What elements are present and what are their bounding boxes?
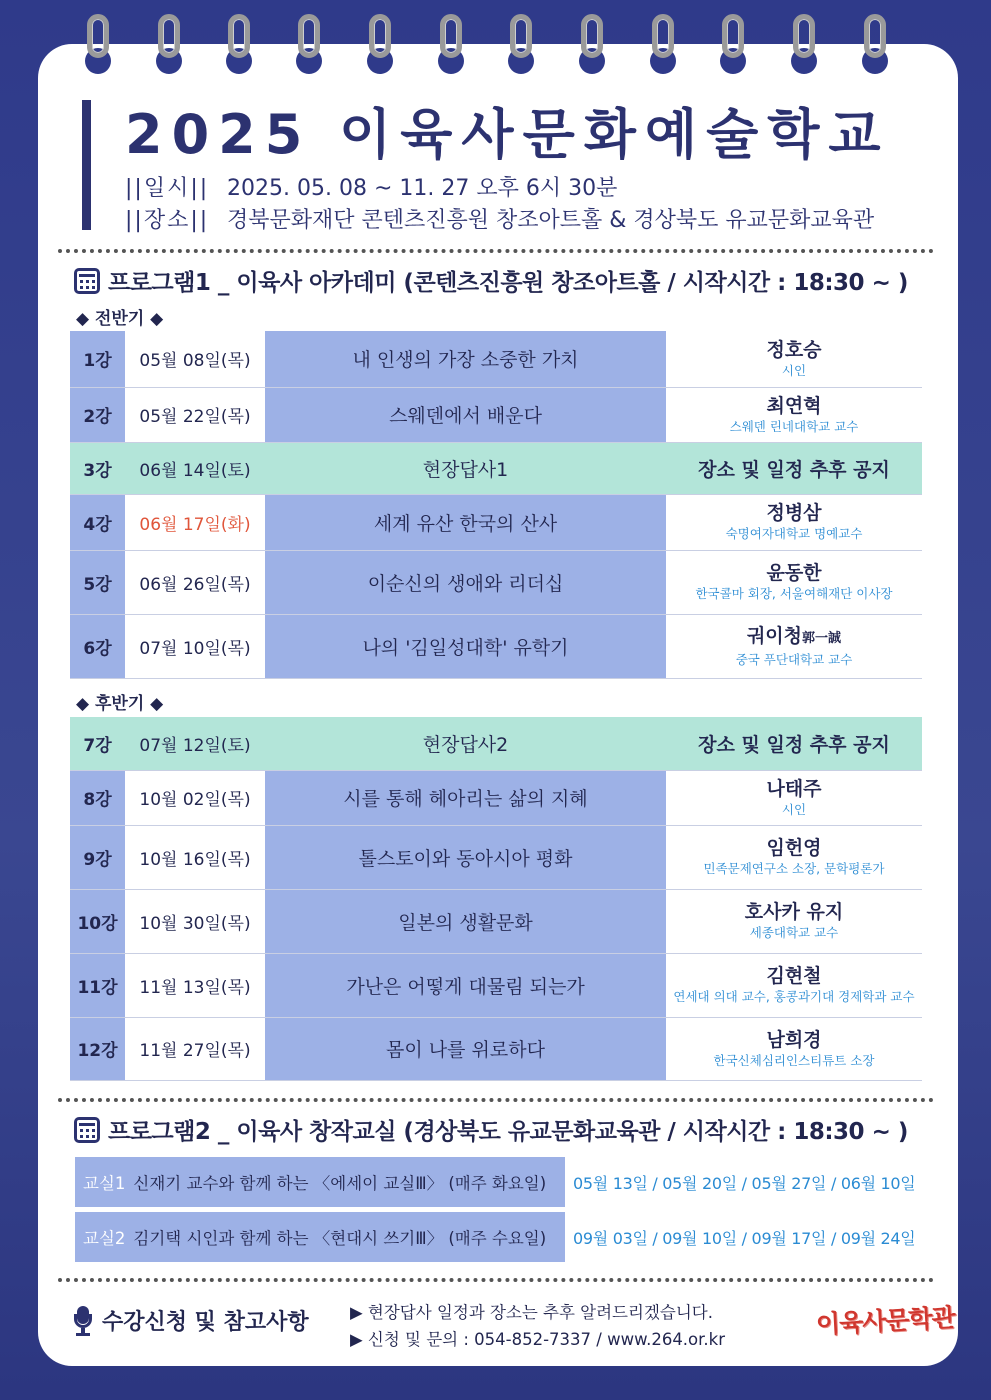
speaker-name: 정호승 (766, 338, 822, 361)
binder-ring (158, 14, 180, 72)
lecture-date: 06월 17일(화) (125, 494, 265, 550)
lecture-date: 07월 12일(토) (125, 717, 265, 770)
table-row (70, 1017, 922, 1080)
speaker-desc: 숙명여자대학교 명예교수 (725, 526, 863, 541)
lecture-topic: 내 인생의 가장 소중한 가치 (265, 331, 666, 387)
lecture-date: 10월 02일(목) (125, 770, 265, 825)
table-row (70, 614, 922, 678)
binder-ring (440, 14, 462, 72)
lecture-number: 10강 (70, 889, 125, 953)
program1-title: 프로그램1 _ 이육사 아카데미 (콘텐츠진흥원 창조아트홀 / 시작시간 : 18:30 ~ ) (108, 270, 908, 296)
binder-ring (510, 14, 532, 72)
class-desc: 김기택 시인과 함께 하는 〈현대시 쓰기Ⅲ〉 (매주 수요일) (133, 1229, 547, 1248)
dotted-divider (58, 1278, 934, 1282)
lecture-speaker (666, 889, 922, 953)
second-half-label: ◆ 후반기 ◆ (76, 694, 164, 714)
table-row (70, 953, 922, 1017)
dotted-divider (58, 1098, 934, 1102)
speaker-name: 호사카 유지 (744, 901, 844, 923)
table-row (70, 494, 922, 550)
binder-ring (87, 14, 109, 72)
footer-note: ▶ 현장답사 일정과 장소는 추후 알려드리겠습니다. (350, 1303, 713, 1322)
binder-ring (864, 14, 886, 72)
schedule-label: ||일시|| (125, 176, 210, 201)
speaker-desc: 스웨덴 린네대학교 교수 (729, 418, 859, 434)
speaker-desc: 시인 (781, 801, 807, 817)
table-row (70, 550, 922, 614)
speaker-name: 김현철 (766, 965, 822, 987)
speaker-desc: 연세대 의대 교수, 홍콩과기대 경제학과 교수 (673, 989, 915, 1004)
speaker-name: 임헌영 (766, 837, 822, 859)
class-tag: 교실1 (83, 1174, 126, 1193)
class-row (75, 1212, 920, 1262)
lecture-number: 9강 (70, 825, 125, 889)
first-half-schedule (70, 331, 922, 679)
lecture-topic: 현장답사1 (265, 442, 666, 494)
lecture-topic: 현장답사2 (265, 717, 666, 770)
lecture-date: 10월 16일(목) (125, 825, 265, 889)
calendar-icon (74, 1117, 100, 1143)
speaker-name: 나태주 (766, 777, 822, 800)
lecture-speaker (666, 331, 922, 387)
speaker-hanja: 郭一誠 (802, 630, 842, 646)
lecture-date: 11월 27일(목) (125, 1017, 265, 1080)
lecture-topic: 이순신의 생애와 리더십 (265, 550, 666, 614)
binder-ring (298, 14, 320, 72)
lecture-number: 5강 (70, 550, 125, 614)
speaker-desc: 시인 (781, 362, 807, 378)
lecture-number: 4강 (70, 494, 125, 550)
lecture-speaker (666, 825, 922, 889)
schedule-value: 2025. 05. 08 ~ 11. 27 오후 6시 30분 (227, 176, 618, 201)
lecture-speaker (666, 1017, 922, 1080)
lecture-number: 3강 (70, 442, 125, 494)
lecture-topic: 가난은 어떻게 대물림 되는가 (265, 953, 666, 1017)
lecture-number: 6강 (70, 614, 125, 678)
table-row (70, 889, 922, 953)
table-row (70, 770, 922, 825)
table-row (70, 331, 922, 387)
class-dates: 05월 13일 / 05월 20일 / 05월 27일 / 06월 10일 (573, 1173, 916, 1193)
lecture-number: 1강 (70, 331, 125, 387)
lecture-date: 06월 14일(토) (125, 442, 265, 494)
lecture-number: 11강 (70, 953, 125, 1017)
class-info (75, 1157, 565, 1207)
program2-heading (74, 1113, 908, 1146)
lecture-number: 2강 (70, 387, 125, 442)
lecture-date: 10월 30일(목) (125, 889, 265, 953)
table-row (70, 717, 922, 770)
program1-heading (74, 264, 908, 297)
speaker-name: 윤동한 (766, 562, 822, 584)
microphone-icon (74, 1306, 92, 1336)
binder-ring (722, 14, 744, 72)
second-half-schedule (70, 717, 922, 1081)
museum-stamp-logo: 이육사문학관 (815, 1302, 956, 1340)
lecture-speaker (666, 550, 922, 614)
class-row (75, 1157, 920, 1207)
lecture-date: 07월 10일(목) (125, 614, 265, 678)
lecture-speaker (666, 614, 922, 678)
lecture-topic: 톨스토이와 동아시아 평화 (265, 825, 666, 889)
binder-ring (369, 14, 391, 72)
class-dates: 09월 03일 / 09월 10일 / 09월 17일 / 09월 24일 (573, 1228, 916, 1248)
lecture-topic: 세계 유산 한국의 산사 (265, 494, 666, 550)
table-row (70, 825, 922, 889)
footer-contact: ▶ 신청 및 문의 : 054-852-7337 / www.264.or.kr (350, 1330, 726, 1349)
lecture-topic: 시를 통해 헤아리는 삶의 지혜 (265, 770, 666, 825)
speaker-name: 정병삼 (766, 502, 822, 524)
lecture-topic: 몸이 나를 위로하다 (265, 1017, 666, 1080)
lecture-topic: 나의 '김일성대학' 유학기 (265, 614, 666, 678)
lecture-date: 06월 26일(목) (125, 550, 265, 614)
binder-ring (652, 14, 674, 72)
binder-ring (581, 14, 603, 72)
speaker-desc: 중국 푸단대학교 교수 (735, 651, 853, 667)
title-accent-bar (82, 100, 91, 230)
first-half-label: ◆ 전반기 ◆ (76, 309, 164, 329)
table-row (70, 442, 922, 494)
lecture-date: 05월 08일(목) (125, 331, 265, 387)
lecture-speaker (666, 770, 922, 825)
venue-value: 경북문화재단 콘텐츠진흥원 창조아트홀 & 경상북도 유교문화교육관 (227, 208, 875, 233)
venue-label: ||장소|| (125, 208, 210, 233)
schedule-note: 장소 및 일정 추후 공지 (666, 442, 922, 494)
lecture-number: 12강 (70, 1017, 125, 1080)
lecture-date: 11월 13일(목) (125, 953, 265, 1017)
speaker-desc: 세종대학교 교수 (749, 925, 839, 940)
dotted-divider (58, 249, 934, 253)
lecture-topic: 스웨덴에서 배운다 (265, 387, 666, 442)
lecture-topic: 일본의 생활문화 (265, 889, 666, 953)
calendar-icon (74, 268, 100, 294)
lecture-number: 8강 (70, 770, 125, 825)
speaker-desc: 한국콜마 회장, 서울여해재단 이사장 (695, 586, 893, 601)
binder-ring (793, 14, 815, 72)
lecture-speaker (666, 387, 922, 442)
class-tag: 교실2 (83, 1229, 126, 1248)
lecture-date: 05월 22일(목) (125, 387, 265, 442)
footer-title: 수강신청 및 참고사항 (102, 1310, 309, 1335)
class-info (75, 1212, 565, 1262)
speaker-name: 남희경 (766, 1028, 822, 1051)
schedule-note: 장소 및 일정 추후 공지 (666, 717, 922, 770)
speaker-desc: 한국신체심리인스티튜트 소장 (713, 1052, 875, 1068)
speaker-desc: 민족문제연구소 소장, 문학평론가 (703, 861, 885, 876)
binder-ring (228, 14, 250, 72)
class-desc: 신재기 교수와 함께 하는 〈에세이 교실Ⅲ〉 (매주 화요일) (133, 1174, 547, 1193)
lecture-speaker (666, 494, 922, 550)
lecture-speaker (666, 953, 922, 1017)
lecture-number: 7강 (70, 717, 125, 770)
footer-heading (74, 1305, 309, 1336)
program2-title: 프로그램2 _ 이육사 창작교실 (경상북도 유교문화교육관 / 시작시간 : 18:30 ~ ) (108, 1119, 908, 1145)
page-title: 2025 이육사문화예술학교 (125, 103, 890, 166)
table-row (70, 387, 922, 442)
venue-info (125, 203, 874, 234)
schedule-info (125, 171, 617, 202)
speaker-name: 최연혁 (766, 394, 822, 417)
speaker-name: 궈이청 (746, 624, 803, 647)
